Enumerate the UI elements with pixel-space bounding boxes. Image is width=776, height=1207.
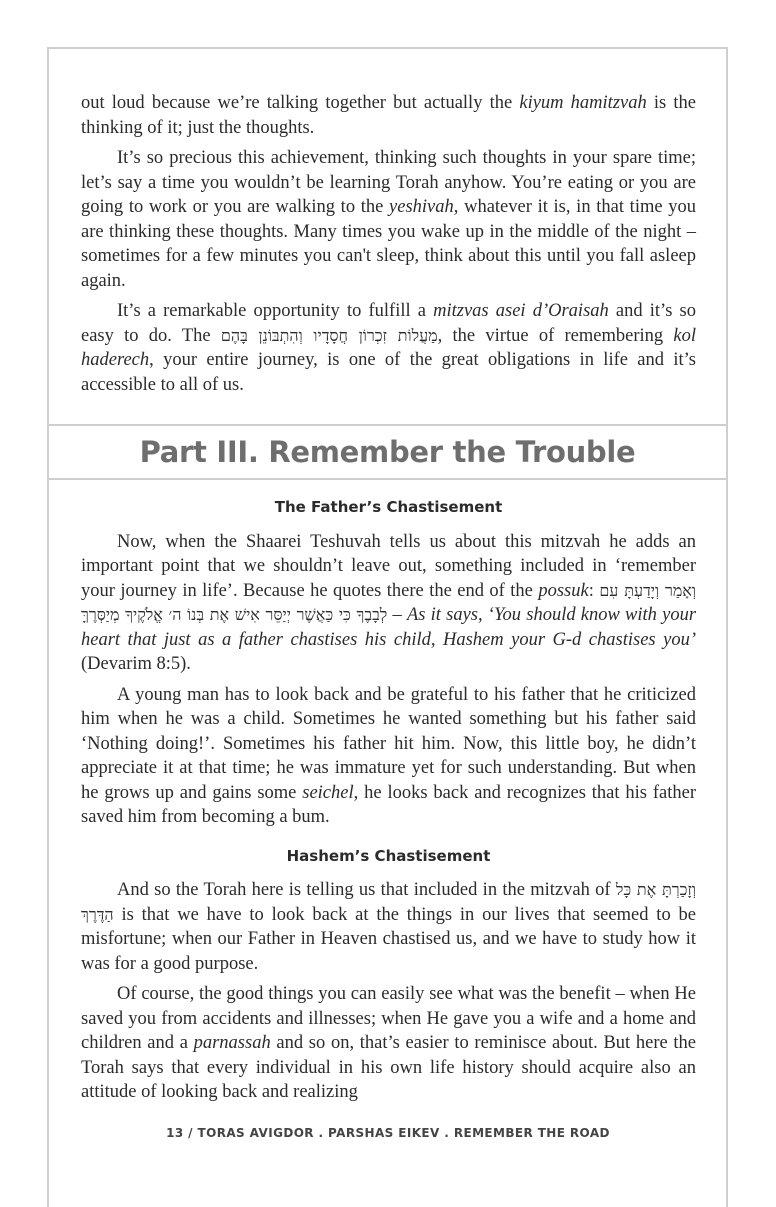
paragraph-7: Of course, the good things you can easily see what was the benefit – when He saved you from accidents and illnesses; when He gave you a wife and a home and children and a parnassah and so on, that’s easier to reminisce about. But here the Torah says that every individual in his own life history should acquire also an attitude of looking back and realizing [81,984,696,1102]
body-text [81,481,696,1111]
part-heading-band [49,426,726,480]
page-frame [47,47,728,1207]
part-title: Part III. Remember the Trouble [139,435,636,469]
paragraph-3: It’s a remarkable opportunity to fulfill a mitzvas asei d’Oraisah and it’s so easy to do. The מַעֲלוֹת זִכְרוֹן חֲסָדָיו וְהִתְבּוֹנֵן בָּהֶם, the virtue of remembering kol haderech, your entire journey, is one of the great obligations in life and it’s accessible to all of us. [81,301,696,395]
subheading-hashems-chastisement: Hashem’s Chastisement [286,846,491,865]
paragraph-6: And so the Torah here is telling us that included in the mitzvah of וְזָכַרְתָּ אֶת כָּל הַדֶּרֶךְ is that we have to look back at the things in our lives that seemed to be misfortune; when our Father in Heaven chastised us, and we have to study how it was for a good purpose. [81,880,696,974]
top-section [49,49,726,426]
top-text [81,91,696,403]
paragraph-5: A young man has to look back and be grateful to his father that he criticized him when he was a child. Sometimes he wanted something but his father said ‘Nothing doing!’. Sometimes his father hit him. Now, this little boy, he didn’t appreciate it at that time; he was immature yet for such understanding. But when he grows up and gains some seichel, he looks back and recognizes that his father saved him from becoming a bum. [81,684,696,827]
subheading-fathers-chastisement: The Father’s Chastisement [274,498,503,516]
paragraph-4: Now, when the Shaarei Teshuvah tells us about this mitzvah he adds an important point that we shouldn’t leave out, something included in ‘remember your journey in life’. Because he quotes there the end of the possuk: וְאָמַר וְיָדַעְתָּ עִם לְבָבֶךָ כִּי כַּאֲשֶׁר יְיַסֵּר אִישׁ אֶת בְּנוֹ ה׳ אֱלֹקֶיךָ מְיַסְּרֶךָּ – As it says, ‘You should know with your heart that just as a father chastises his child, Hashem your G-d chastises you’ (Devarim 8:5). [81,531,697,674]
page-footer: 13 / TORAS AVIGDOR . PARSHAS EIKEV . REMEMBER THE ROAD [166,1126,610,1140]
paragraph-1: out loud because we’re talking together but actually the kiyum hamitzvah is the thinking of it; just the thoughts. [81,93,696,138]
paragraph-2: It’s so precious this achievement, thinking such thoughts in your spare time; let’s say a time you wouldn’t be learning Torah anyhow. You’re eating or you are going to work or you are walking to the yeshivah, whatever it is, in that time you are thinking these thoughts. Many times you wake up in the middle of the night – sometimes for a few minutes you can't sleep, think about this until you fall asleep again. [81,148,696,291]
